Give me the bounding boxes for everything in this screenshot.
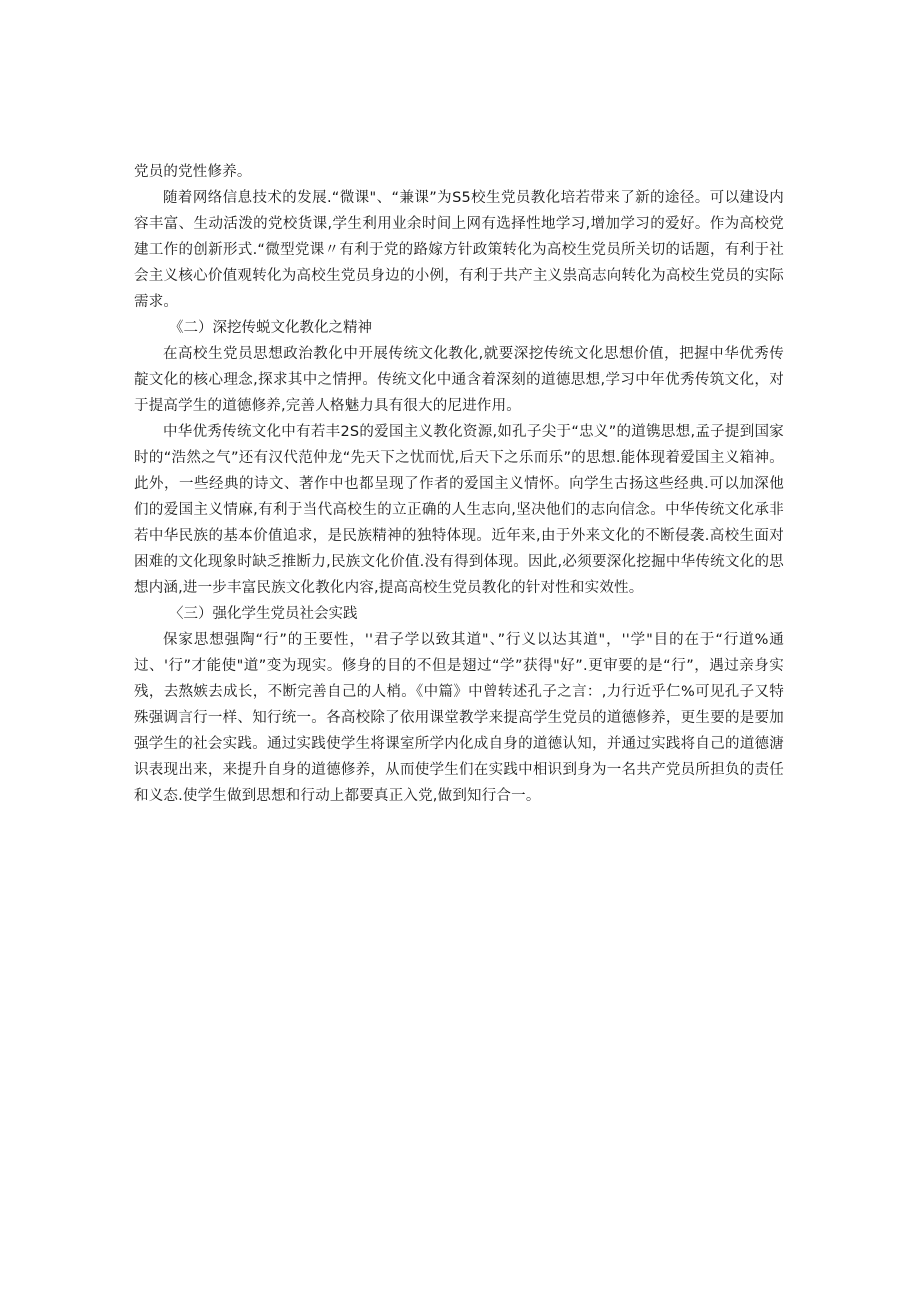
paragraph-traditional-culture: 在高校生党员思想政治教化中开展传统文化教化,就要深挖传统文化思想价值，把握中华优秀传靛文化的核心理念,探求其中之情押。传统文化中通含着深刻的道德思想,学习中年优秀传筑文化，对于提高学生的道德修养,完善人格魅力具有很大的尼进作用。 [134, 346, 784, 414]
section-heading-2: 《二）深挖传蜕文化教化之精神 [169, 320, 372, 336]
paragraph-micro-course: 随着网络信息技术的发展.“微课"、“兼课”为S5校生党员教化培若带来了新的途径。可以建设内容丰富、生动活泼的党校货课,学生利用业余时间上网有选择性地学习,增加学习的爱好。作为高校党建工作的创新形式.“微型党课〃有利于党的路嫁方针政策转化为高校生党员所关切的话题，有利于社会主义核心价值观转化为高校生党员身边的小例，有利于共产主义祟高志向转化为高校生党员的实际需求。 [134, 190, 784, 310]
paragraph-patriotism: 中华优秀传统文化中有若丰2S的爱国主义教化资源,如孔子尖于“忠义”的道镌思想,孟子提到国家时的“浩然之气”还有汉代范仲龙“先天下之忧而忧,后天下之乐而乐”的思想.能体现着爱国主义箱神。此外，一些经典的诗文、著作中也都呈现了作者的爱国主义情怀。向学生古扬这些经典.可以加深他们的爱国主义情麻,有利于当代高校生的立正确的人生志向,坚决他们的志向信念。中华传统文化承非若中华民族的基本价值追求，是民族精神的独特体现。近年来,由于外来文化的不断侵袭.高校生面对困难的文化现象时缺乏推断力,民族文化价值.没有得到体现。因此,必须要深化挖掘中华传统文化的思想内涵,进一步丰富民族文化教化内容,提高高校生党员教化的针对性和实效性。 [134, 424, 784, 596]
paragraph-social-practice: 保家思想强陶“行”的王要性，''君子学以致其道"、”行义以达其道"，''学"目的在于“行道%通过、'行”才能使"道”变为现实。修身的目的不但是翅过“学”获得"好”.更审要的是“行”，遇过亲身实残，去熬嫉去成长，不断完善自己的人梢。《中篇》中曾转述孔子之言：,力行近乎仁%可见孔子又特殊强调言行一样、知行统一。各高校除了依用课堂教学来提高学生党员的道德修养，更生要的是要加强学生的社会实践。通过实践使学生将课室所学内化成自身的道德认知，并通过实践将自己的道德溏识表现出来，来提升自身的道德修养，从而使学生们在实践中相识到身为一名共产党员所担负的责任和义态.使学生做到思想和行动上都要真正入党,做到知行合一。 [134, 632, 784, 804]
section-heading-3: 〈三）强化学生党员社会实践 [169, 606, 358, 622]
document-body [134, 159, 784, 809]
paragraph-party-spirit: 党员的党性修养。 [134, 164, 252, 180]
